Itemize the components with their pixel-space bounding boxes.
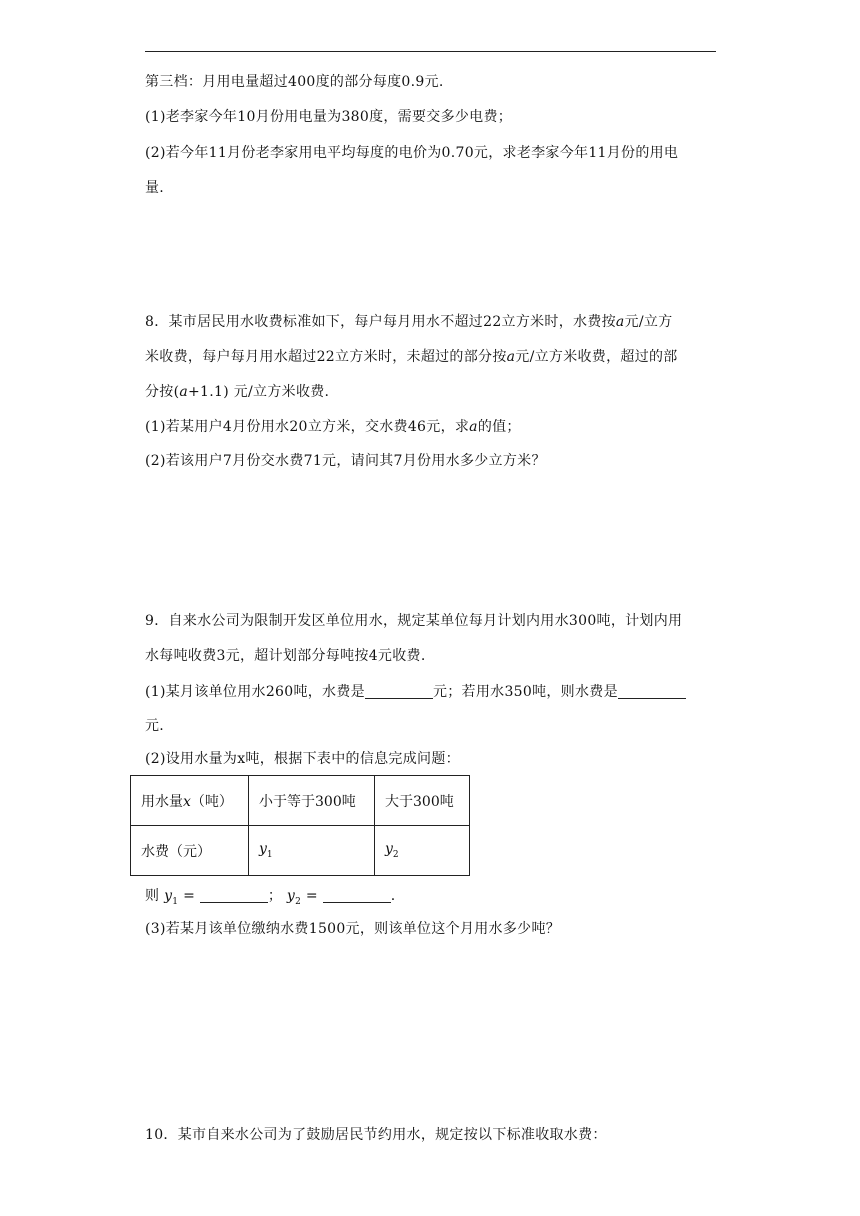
q8-line3 (145, 382, 329, 402)
text: . (390, 888, 396, 904)
text: ； (267, 888, 287, 904)
q9-line2: 水每吨收费3元，超计划部分每吨按4元收费. (145, 648, 426, 664)
q9-part1-cont: 元. (145, 718, 165, 734)
var-y: y (385, 841, 393, 858)
answer-blank[interactable] (200, 888, 268, 903)
q9-part1 (145, 682, 686, 702)
table-row (131, 826, 470, 876)
q8-line1 (145, 312, 673, 332)
text: = (301, 888, 323, 904)
q8-part2: (2)若该用户7月份交水费71元，请问其7月份用水多少立方米？ (145, 453, 546, 469)
subscript: 2 (392, 849, 399, 860)
table-cell: 大于300吨 (375, 776, 470, 826)
q7-part1: (1)老李家今年10月份用电量为380度，需要交多少电费； (145, 109, 513, 125)
q8-var-a: a (469, 419, 478, 435)
table-cell (249, 826, 375, 876)
q8-text-3b: +1.1) 元/立方米收费. (188, 384, 330, 400)
q8-text-1a: 8．某市居民用水收费标准如下，每户每月用水不超过22立方米时，水费按 (145, 314, 616, 330)
q9-part3: (3)若某月该单位缴纳水费1500元，则该单位这个月用水多少吨？ (145, 921, 561, 937)
table-cell (131, 776, 249, 826)
text: 则 (145, 888, 165, 904)
subscript: 2 (295, 896, 302, 907)
water-fee-table (130, 775, 470, 876)
header-rule (145, 51, 716, 52)
table-cell (375, 826, 470, 876)
q8-var-a: a (506, 349, 516, 365)
answer-blank[interactable] (323, 888, 391, 903)
q8-text-2b: 元/立方米收费，超过的部 (515, 349, 678, 365)
q10-line1: 10．某市自来水公司为了鼓励居民节约用水，规定按以下标准收取水费： (145, 1127, 607, 1143)
tier3-line: 第三档：月用电量超过400度的部分每度0.9元. (145, 74, 444, 90)
q9-part2: (2)设用水量为x吨，根据下表中的信息完成问题： (145, 751, 460, 767)
table-row (131, 776, 470, 826)
q8-line2 (145, 347, 678, 367)
q8-part1-end: 的值； (477, 419, 521, 435)
q9-fill-line (145, 886, 395, 912)
q7-part2: (2)若今年11月份老李家用电平均每度的电价为0.70元，求老李家今年11月份的用电 (145, 145, 679, 161)
subscript: 1 (172, 896, 179, 907)
var-x: x (183, 793, 191, 810)
q9-part1-text-a: (1)某月该单位用水260吨，水费是 (145, 684, 365, 700)
var-y: y (259, 841, 267, 858)
answer-blank[interactable] (618, 684, 686, 699)
table-cell: 水费（元） (131, 826, 249, 876)
q9-part1-text-b: 元；若用水350吨，则水费是 (432, 684, 618, 700)
q8-part1 (145, 417, 521, 437)
var-y2: y (286, 888, 296, 904)
q8-text-1b: 元/立方 (624, 314, 673, 330)
var-y1: y (164, 888, 173, 904)
q7-part2-cont: 量. (145, 180, 165, 196)
text: = (178, 888, 200, 904)
q9-line1: 9．自来水公司为限制开发区单位用水，规定某单位每月计划内用水300吨，计划内用 (145, 613, 683, 629)
q8-text-3a: 分按( (145, 384, 180, 400)
subscript: 1 (266, 849, 273, 860)
q8-text-2a: 米收费，每户每月用水超过22立方米时，未超过的部分按 (145, 349, 507, 365)
cell-text: 用水量 (141, 793, 183, 810)
cell-text: （吨） (190, 793, 233, 810)
q8-var-a: a (615, 314, 625, 330)
q8-var-a: a (179, 384, 189, 400)
table-cell: 小于等于300吨 (249, 776, 375, 826)
q8-part1-text: (1)若某用户4月份用水20立方米，交水费46元，求 (145, 419, 470, 435)
answer-blank[interactable] (365, 684, 433, 699)
